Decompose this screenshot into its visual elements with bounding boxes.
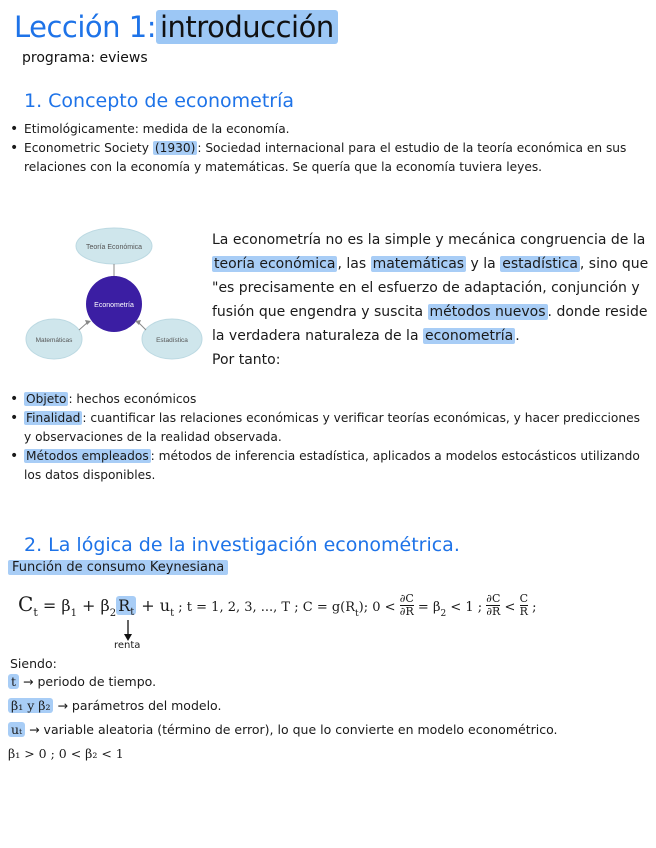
formula-part: < 1 ; — [446, 600, 487, 615]
title-highlight: introducción — [156, 10, 338, 44]
siendo-label: Siendo: — [10, 656, 57, 671]
quote-highlight-math: matemáticas — [372, 256, 465, 272]
beta-constraints: β₁ > 0 ; 0 < β₂ < 1 — [8, 746, 124, 761]
fraction-num: ∂C — [486, 592, 501, 605]
formula-part: ); 0 < — [358, 600, 400, 615]
formula-part: + u — [136, 596, 171, 615]
quote-text: y la — [466, 256, 501, 272]
fraction-num: C — [519, 592, 528, 605]
renta-label: renta — [114, 640, 141, 651]
quote-therefore: Por tanto: — [212, 352, 281, 368]
diagram-label-theory: Teoría Económica — [85, 244, 143, 251]
quote-highlight-methods: métodos nuevos — [429, 304, 546, 320]
page-title — [14, 10, 338, 44]
formula-part: ; t = 1, 2, 3, ..., T ; C = g(R — [174, 600, 356, 615]
def-text: → parámetros del modelo. — [53, 698, 222, 713]
bullet-etymology — [8, 120, 628, 139]
diagram-label-center: Econometría — [94, 302, 134, 309]
formula-part: C — [18, 592, 34, 616]
bullet-object — [8, 390, 648, 409]
formula-part: < — [500, 600, 520, 615]
quote-highlight-theory: teoría económica — [214, 256, 336, 272]
down-arrow-icon — [122, 620, 134, 642]
def-symbol: β₁ y β₂ — [8, 698, 53, 713]
formula-fraction — [400, 593, 414, 618]
econometrics-quote — [212, 228, 652, 372]
def-text: → periodo de tiempo. — [19, 674, 157, 689]
formula-part: = β — [37, 596, 71, 615]
bullet-lead: Finalidad — [26, 411, 81, 425]
def-symbol: t — [8, 674, 19, 689]
definitions — [8, 672, 557, 764]
formula-sub: t — [355, 609, 359, 619]
quote-highlight-stats: estadística — [502, 256, 578, 272]
econometrics-diagram — [24, 224, 204, 364]
bullet-lead: Objeto — [26, 392, 67, 406]
bullet-lead: Etimológicamente: — [24, 122, 139, 136]
bullet-purpose — [8, 409, 648, 447]
formula-part: + β — [76, 596, 110, 615]
title-prefix: Lección 1: — [14, 10, 156, 44]
formula-sub: t — [33, 606, 38, 619]
bullet-text: : hechos económicos — [68, 392, 197, 406]
fraction-num: ∂C — [399, 592, 414, 605]
section2-heading: 2. La lógica de la investigación econométrica. — [24, 534, 460, 556]
bullet-year: (1930) — [154, 141, 196, 155]
diagram-label-stats: Estadística — [156, 337, 188, 344]
formula-sub: 1 — [70, 608, 77, 619]
formula-sub: 2 — [109, 608, 117, 619]
bullet-econometric-society — [8, 139, 628, 177]
quote-text: , las — [337, 256, 371, 272]
bullet-methods — [8, 447, 648, 485]
formula-rt — [116, 596, 136, 619]
bullet-text: : Sociedad internacional para el estudio de la teoría económica en sus relaciones con la economía y matemáticas. Se quería que la economía tuviera leyes. — [24, 141, 627, 174]
fraction-den: ∂R — [399, 605, 414, 618]
def-u — [8, 720, 557, 740]
fraction-den: ∂R — [486, 605, 501, 618]
def-betas — [8, 696, 557, 716]
formula-part: R — [118, 596, 131, 615]
formula-part: = β — [413, 600, 441, 615]
formula-sub: t — [170, 608, 175, 619]
section1-bullets — [8, 120, 628, 177]
formula-fraction — [520, 593, 528, 618]
formula-sub: 2 — [440, 609, 447, 619]
bullet-lead: Econometric Society — [24, 141, 149, 155]
quote-text: . donde reside la verdadera naturaleza de la — [212, 304, 648, 344]
def-text: → variable aleatoria (término de error), lo que lo convierte en modelo econométrico. — [25, 722, 558, 737]
quote-text: , sino que "es precisamente en el esfuerzo de adaptación, conjunción y fusión que engendra y suscita — [212, 256, 649, 320]
formula-fraction — [486, 593, 500, 618]
def-t — [8, 672, 557, 692]
formula-sub: t — [130, 607, 135, 619]
section2-subheading: Función de consumo Keynesiana — [8, 560, 228, 575]
bullet-lead: Métodos empleados — [26, 449, 149, 463]
def-symbol: uₜ — [8, 722, 25, 737]
section1-heading: 1. Concepto de econometría — [24, 90, 295, 112]
quote-text: La econometría no es la simple y mecánica congruencia de la — [212, 232, 646, 248]
diagram-label-math: Matemáticas — [35, 337, 73, 344]
bullet-text: : cuantificar las relaciones económicas y verificar teorías económicas, y hacer predicciones y observaciones de la realidad observada. — [24, 411, 640, 444]
quote-highlight-econometrics: econometría — [424, 328, 514, 344]
keynes-formula — [18, 592, 537, 619]
section1-list2 — [8, 390, 648, 485]
formula-part: ; — [528, 600, 537, 615]
bullet-text: medida de la economía. — [138, 122, 290, 136]
fraction-den: R — [519, 605, 528, 618]
program-note: programa: eviews — [22, 50, 148, 66]
quote-text: . — [515, 328, 520, 344]
bullet-text: : métodos de inferencia estadística, aplicados a modelos estocásticos utilizando los datos disponibles. — [24, 449, 640, 482]
